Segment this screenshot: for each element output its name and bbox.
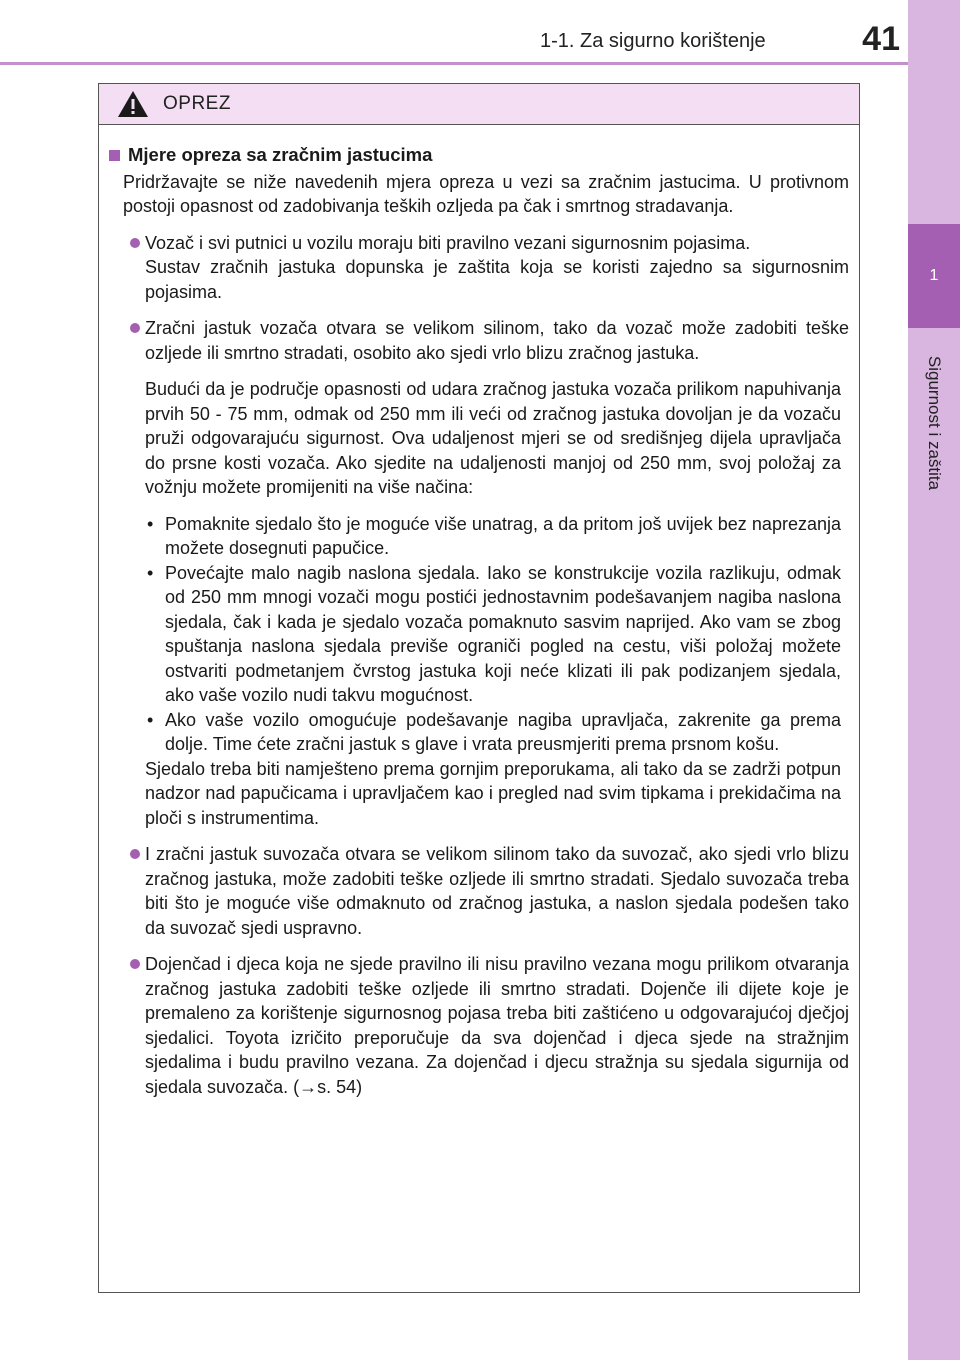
bullet-text: Zračni jastuk vozača otvara se velikom silinom, tako da vozač može zadobiti teške ozljede ili smrtno stradati, osobito ako sjedi vrlo blizu zračnog jastuka. xyxy=(145,318,849,363)
caution-body xyxy=(99,125,859,1099)
bullet-dot-icon xyxy=(130,323,140,333)
distance-paragraph: Budući da je područje opasnosti od udara zračnog jastuka vozača prilikom napuhivanja prvih 50 - 75 mm, odmak od 250 mm ili veći od zračnog jastuka dovoljan je da vozaču pruži odgovarajuću sigurnost. Ova udaljenost mjeri se od središnjeg dijela upravljača do prsne kosti vozača. Ako sjedite na udaljenosti manjoj od 250 mm, svoj položaj za vožnju možete promijeniti na više načina: xyxy=(145,379,841,497)
caution-header xyxy=(99,84,859,125)
bullet-item xyxy=(109,231,849,305)
chapter-side-tab xyxy=(908,0,960,1360)
sub-list xyxy=(109,512,849,757)
bullet-dot-icon xyxy=(130,849,140,859)
seat-adjust-paragraph: Sjedalo treba biti namješteno prema gornjim preporukama, ali tako da se zadrži potpun nadzor nad papučicama i upravljačem kao i pregled nad svim tipkama i prekidačima na ploči s instrumentima. xyxy=(145,758,841,828)
caution-title: OPREZ xyxy=(163,93,231,114)
sub-list-item xyxy=(145,512,841,561)
chapter-label: Sigurnost i zaštita xyxy=(925,355,944,491)
bullet-text: I zračni jastuk suvozača otvara se velikom silinom tako da suvozač, ako sjedi vrlo blizu zračnog jastuka, može zadobiti teške ozljede ili smrtno stradati. Sjedalo suvozača treba biti što je moguće više odmaknuto od zračnog jastuka, a naslon sjedala podešen tako da suvozač sjedi uspravno. xyxy=(145,844,849,938)
bullet-text: Vozač i svi putnici u vozilu moraju biti pravilno vezani sigurnosnim pojasima. xyxy=(145,232,751,253)
caution-box xyxy=(98,83,860,1293)
chapter-number: 1 xyxy=(908,224,960,328)
bullet-text: Dojenčad i djeca koja ne sjede pravilno ili nisu pravilno vezana mogu prilikom otvaranja zračnog jastuka zadobiti teške ozljede ili smrtno stradati. Dojenče ili dijete koje je premaleno za korištenje sigurnosnog pojasa treba biti zaštićeno u odgovarajućoj dječjoj sjedalici. Toyota izričito preporučuje da sva dojenčad i djeca sjede na stražnjim sjedalima i budu pravilno vezana. Za dojenčad i djecu stražnja su sjedala sigurnija od sjedala suvozača. xyxy=(145,954,849,1097)
bullet-item xyxy=(109,842,849,940)
bullet-dot-icon xyxy=(130,959,140,969)
page-number: 41 xyxy=(862,20,900,58)
bullet-dot-icon xyxy=(130,238,140,248)
square-bullet-icon xyxy=(109,150,120,161)
caution-heading-text: Mjere opreza sa zračnim jastucima xyxy=(128,144,433,165)
sub-bullet-icon: • xyxy=(147,513,154,534)
sub-list-text: Pomaknite sjedalo što je moguće više unatrag, a da pritom još uvijek bez naprezanja možete dosegnuti papučice. xyxy=(165,513,841,558)
warning-triangle-icon xyxy=(117,90,149,118)
bullet-item xyxy=(109,952,849,1099)
section-title: 1-1. Za sigurno korištenje xyxy=(540,30,766,52)
sub-list-text: Ako vaše vozilo omogućuje podešavanje nagiba upravljača, zakrenite ga prema dolje. Time ćete zračni jastuk s glave i vrata preusmjeriti prema prsnom košu. xyxy=(165,709,841,754)
bullet-text-continued: Sustav zračnih jastuka dopunska je zaštita koja se koristi zajedno sa sigurnosnim pojasima. xyxy=(145,257,849,302)
sub-list-text: Povećajte malo nagib naslona sjedala. Iako se konstrukcije vozila razlikuju, odmak od 250 mm mnogi vozači mogu postići jednostavnim podešavanjem nagiba naslona sjedala, čak i kada je sjedalo vozača pomaknuto sasvim naprijed. Ako vam se zbog spuštanja naslona sjedala previše ograniči pogled na cestu, viši položaj možete ostvariti podmetanjem čvrstog jastuka koji neće klizati ili pak podizanjem sjedala, ako vaše vozilo nudi takvu mogućnost. xyxy=(165,562,841,705)
page-reference: (→s. 54) xyxy=(293,1076,363,1097)
bullet-item xyxy=(109,316,849,365)
caution-intro: Pridržavajte se niže navedenih mjera opreza u vezi sa zračnim jastucima. U protivnom postoji opasnost od zadobivanja teških ozljeda pa čak i smrtnog stradavanja. xyxy=(123,171,849,216)
sub-bullet-icon: • xyxy=(147,709,154,730)
sub-list-item xyxy=(145,561,841,708)
caution-heading xyxy=(109,143,849,168)
chapter-label-wrapper xyxy=(908,338,960,508)
sub-list-item xyxy=(145,708,841,757)
header-rule xyxy=(0,62,908,65)
sub-bullet-icon: • xyxy=(147,562,154,583)
